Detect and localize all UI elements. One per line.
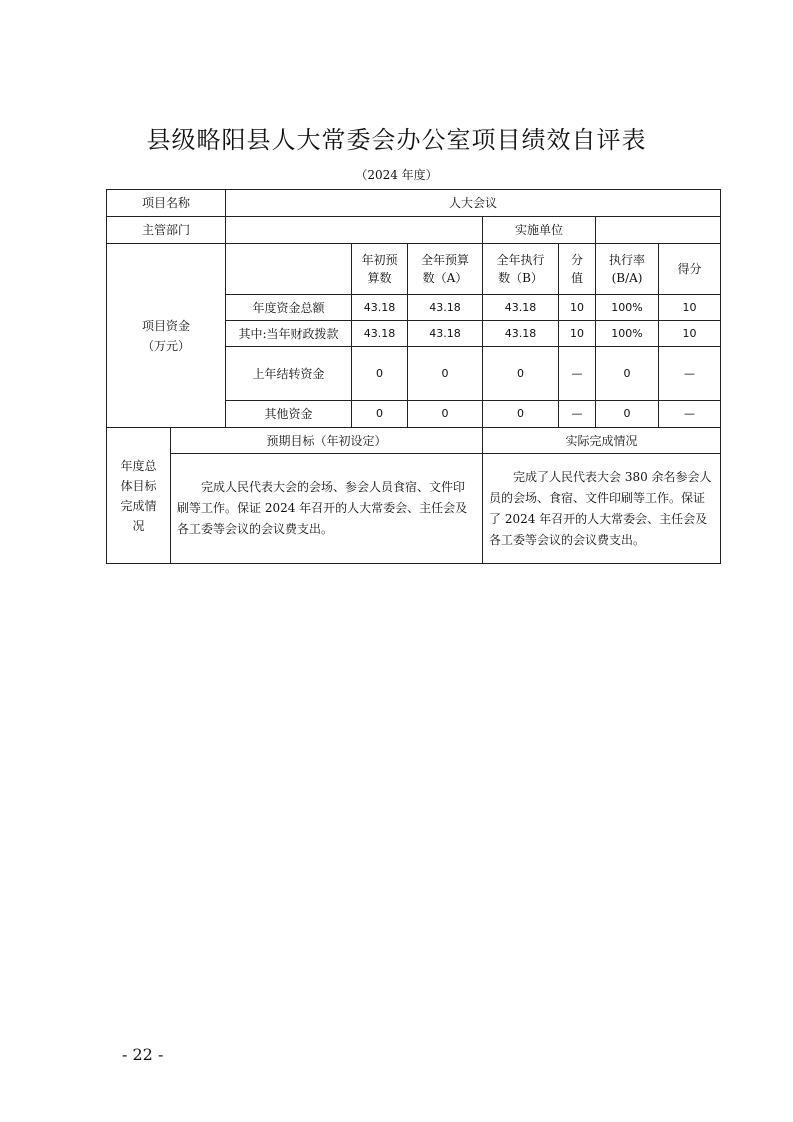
fund-initial: 43.18 [352,295,408,321]
fund-got: — [659,401,721,428]
header-score-weight: 分 值 [559,244,596,295]
header-execution-rate: 执行率 (B/A) [596,244,659,295]
performance-table [106,189,721,564]
fund-exec: 0 [483,401,559,428]
fund-initial: 43.18 [352,321,408,347]
fund-rate: 100% [596,321,659,347]
fund-score: — [559,401,596,428]
funds-header-blank [226,244,352,295]
funds-header-row [107,244,721,295]
fund-row-label: 其中:当年财政拨款 [226,321,352,347]
header-score-got: 得分 [659,244,721,295]
fund-annual: 0 [408,347,483,401]
goals-body-row [107,454,721,564]
department-value [226,217,483,244]
project-name-row [107,190,721,217]
goals-header-row [107,428,721,454]
implementing-unit-value [596,217,721,244]
fund-got: — [659,347,721,401]
document-title: 县级略阳县人大常委会办公室项目绩效自评表 [146,126,647,154]
actual-completion-text: 完成了人民代表大会 380 余名参会人员的会场、食宿、文件印刷等工作。保证了 2024 年召开的人大常委会、主任会及各工委等会议的会议费支出。 [483,454,721,564]
fund-got: 10 [659,295,721,321]
year-note: （2024 年度） [355,168,438,182]
expected-goal-header: 预期目标（年初设定） [171,428,483,454]
actual-completion-header: 实际完成情况 [483,428,721,454]
project-name-value: 人大会议 [226,190,721,217]
funds-label [107,244,226,428]
fund-row-label: 年度资金总额 [226,295,352,321]
fund-annual: 43.18 [408,321,483,347]
fund-rate: 0 [596,401,659,428]
page-number: - 22 - [122,1045,164,1064]
fund-initial: 0 [352,347,408,401]
funds-label-line: （万元） [142,338,191,353]
fund-exec: 0 [483,347,559,401]
fund-row-label: 上年结转资金 [226,347,352,401]
fund-score: 10 [559,321,596,347]
goals-label: 年度总 体目标 完成情 况 [107,428,171,564]
department-row [107,217,721,244]
fund-score: — [559,347,596,401]
fund-annual: 43.18 [408,295,483,321]
fund-exec: 43.18 [483,295,559,321]
fund-row-label: 其他资金 [226,401,352,428]
header-initial-budget: 年初预 算数 [352,244,408,295]
header-annual-execution: 全年执行 数（B） [483,244,559,295]
fund-score: 10 [559,295,596,321]
fund-got: 10 [659,321,721,347]
fund-annual: 0 [408,401,483,428]
fund-rate: 0 [596,347,659,401]
project-name-label: 项目名称 [107,190,226,217]
expected-goal-text: 完成人民代表大会的会场、参会人员食宿、文件印刷等工作。保证 2024 年召开的人大常委会、主任会及各工委等会议的会议费支出。 [171,454,483,564]
fund-initial: 0 [352,401,408,428]
header-annual-budget: 全年预算 数（A） [408,244,483,295]
implementing-unit-label: 实施单位 [483,217,596,244]
fund-rate: 100% [596,295,659,321]
fund-exec: 43.18 [483,321,559,347]
funds-label-line: 项目资金 [142,318,191,333]
department-label: 主管部门 [107,217,226,244]
